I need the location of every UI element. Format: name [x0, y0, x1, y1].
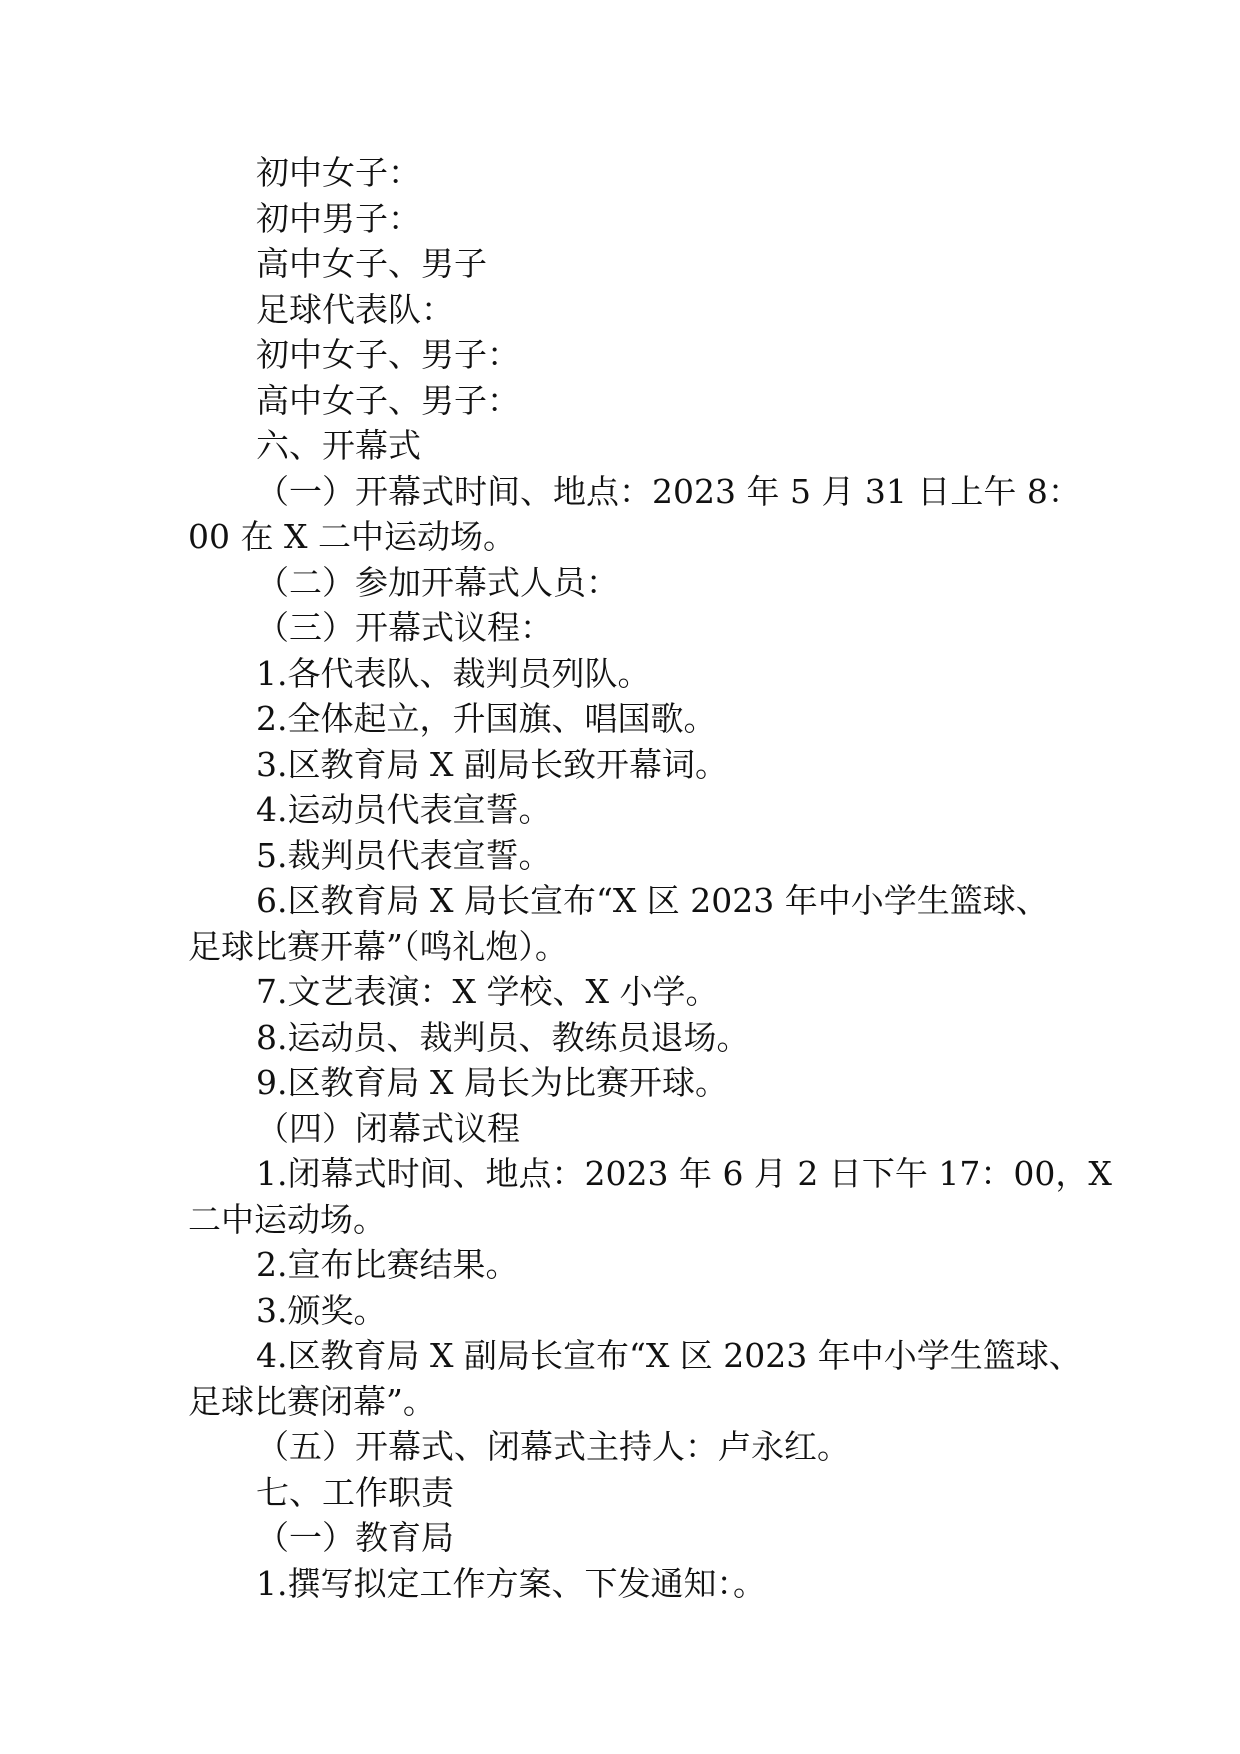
line-27: 4.区教育局 X 副局长宣布“X 区 2023 年中小学生篮球、 [256, 1336, 1082, 1375]
line-25: 2.宣布比赛结果。 [256, 1245, 519, 1284]
line-14: 3.区教育局 X 副局长致开幕词。 [256, 744, 728, 784]
line-24: 二中运动场。 [188, 1199, 386, 1239]
line-26: 3.颁奖。 [256, 1290, 387, 1330]
line-22: （四）闭幕式议程 [256, 1108, 520, 1148]
section-heading-6: 六、开幕式 [256, 426, 421, 465]
line-15: 4.运动员代表宣誓。 [256, 790, 552, 829]
line-23: 1.闭幕式时间、地点：2023 年 6 月 2 日下午 17：00，X [256, 1154, 1112, 1193]
line-17: 6.区教育局 X 局长宣布“X 区 2023 年中小学生篮球、 [256, 881, 1049, 920]
line-32: 1.撰写拟定工作方案、下发通知：。 [256, 1563, 766, 1603]
line-4: 足球代表队： [256, 289, 454, 329]
line-21: 9.区教育局 X 局长为比赛开球。 [256, 1063, 728, 1102]
line-5: 初中女子、男子： [256, 335, 520, 374]
line-2: 初中男子： [256, 198, 421, 238]
line-8: （一）开幕式时间、地点：2023 年 5 月 31 日上午 8： [256, 471, 1081, 511]
document-body [188, 150, 1112, 1606]
line-1: 初中女子： [256, 153, 421, 192]
line-9: 00 在 X 二中运动场。 [188, 517, 516, 556]
line-19: 7.文艺表演：X 学校、X 小学。 [256, 972, 719, 1011]
line-10: （二）参加开幕式人员： [256, 562, 619, 602]
section-heading-7: 七、工作职责 [256, 1472, 454, 1512]
line-3: 高中女子、男子 [256, 244, 487, 283]
line-29: （五）开幕式、闭幕式主持人：卢永红。 [256, 1427, 850, 1466]
line-12: 1.各代表队、裁判员列队。 [256, 653, 651, 693]
line-31: （一）教育局 [256, 1518, 454, 1557]
line-6: 高中女子、男子： [256, 380, 520, 420]
line-16: 5.裁判员代表宣誓。 [256, 835, 552, 875]
line-13: 2.全体起立，升国旗、唱国歌。 [256, 699, 717, 738]
line-18: 足球比赛开幕”（鸣礼炮）。 [188, 926, 568, 966]
line-11: （三）开幕式议程： [256, 608, 553, 647]
line-20: 8.运动员、裁判员、教练员退场。 [256, 1017, 750, 1057]
line-28: 足球比赛闭幕”。 [188, 1381, 436, 1421]
